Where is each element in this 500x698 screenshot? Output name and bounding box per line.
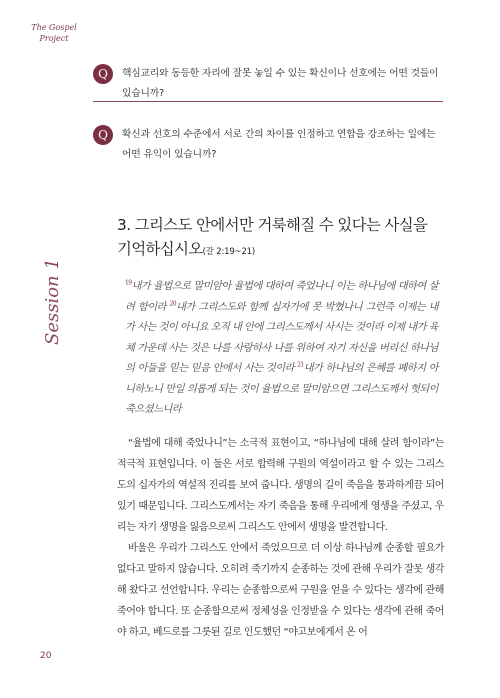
- verse-text: 내가 그리스도와 함께 십자가에 못 박혔나니 그런즉 이제는 내가 사는 것이 아니요 오직 내 안에 그리스도께서 사시는 것이라 이제 내가 육체 가운데 사는 것은 나를 사랑하사 나를 위하여 자기 자신을 버리신 하나님의 아들을 믿는 믿음 안에서 사는 것이라: [125, 300, 439, 374]
- verse-number: 19: [125, 279, 132, 287]
- question-badge-icon: Q: [93, 64, 113, 84]
- section-heading: [117, 213, 445, 264]
- question-2: [93, 125, 443, 165]
- verse-text: 내가 율법으로 말미암아 율법에 대하여 죽었나니 이는 하나님에 대하여 살려 함이라: [125, 280, 438, 313]
- brand-line-1: The Gospel: [31, 23, 77, 32]
- body-paragraph-1: “율법에 대해 죽었나니”는 소극적 표현이고, “하나님에 대해 살려 함이라”는 적극적 표현입니다. 이 둘은 서로 합력해 구원의 역설이라고 할 수 있는 그리스도의 십자가의 역설적 진리를 보여 줍니다. 생명의 길이 죽음을 통과하게끔 되어 있기 때문입니다. 그리스도께서는 자기 죽음을 통해 우리에게 영생을 주셨고, 우리는 자기 생명을 잃음으로써 그리스도 안에서 생명을 발견합니다.: [117, 438, 444, 533]
- question-text: 핵심교리와 동등한 자리에 잘못 놓일 수 있는 확신이나 선호에는 어떤 것들이 있습니까?: [122, 68, 439, 99]
- scripture-passage: [125, 276, 438, 420]
- page-number: 20: [40, 651, 52, 661]
- question-badge-icon: Q: [93, 125, 113, 145]
- verse-number: 21: [297, 361, 304, 369]
- body-text: [117, 433, 444, 643]
- verse-number: 20: [169, 300, 176, 308]
- question-1: [93, 64, 443, 104]
- question-divider: [93, 101, 443, 102]
- question-text: 확신과 선호의 수준에서 서로 간의 차이를 인정하고 연합을 강조하는 일에는 어떤 유익이 있습니까?: [122, 129, 436, 160]
- section-reference: (갈 2:19~21): [202, 247, 255, 257]
- brand-line-2: Project: [39, 34, 69, 43]
- body-paragraph-2: 바울은 우리가 그리스도 안에서 죽었으므로 더 이상 하나님께 순종할 필요가 없다고 말하지 않습니다. 오히려 죽기까지 순종하는 것에 관해 우리가 잘못 생각해 왔다고 선언합니다. 우리는 순종함으로써 구원을 얻을 수 있다는 생각에 관해 죽어야 합니다. 또 순종함으로써 정체성을 인정받을 수 있다는 생각에 관해 죽어야 하고, 베드로를 그릇된 길로 인도했던 “야고보에게서 온 어: [117, 543, 444, 638]
- section-heading-text: 3. 그리스도 안에서만 거룩해질 수 있다는 사실을 기억하십시오: [117, 216, 428, 258]
- session-label: Session 1: [42, 258, 63, 345]
- verse-text: 내가 하나님의 은혜를 폐하지 아니하노니 만일 의롭게 되는 것이 율법으로 말미암으면 그리스도께서 헛되이 죽으셨느니라: [125, 362, 438, 415]
- brand-logo: [24, 22, 84, 44]
